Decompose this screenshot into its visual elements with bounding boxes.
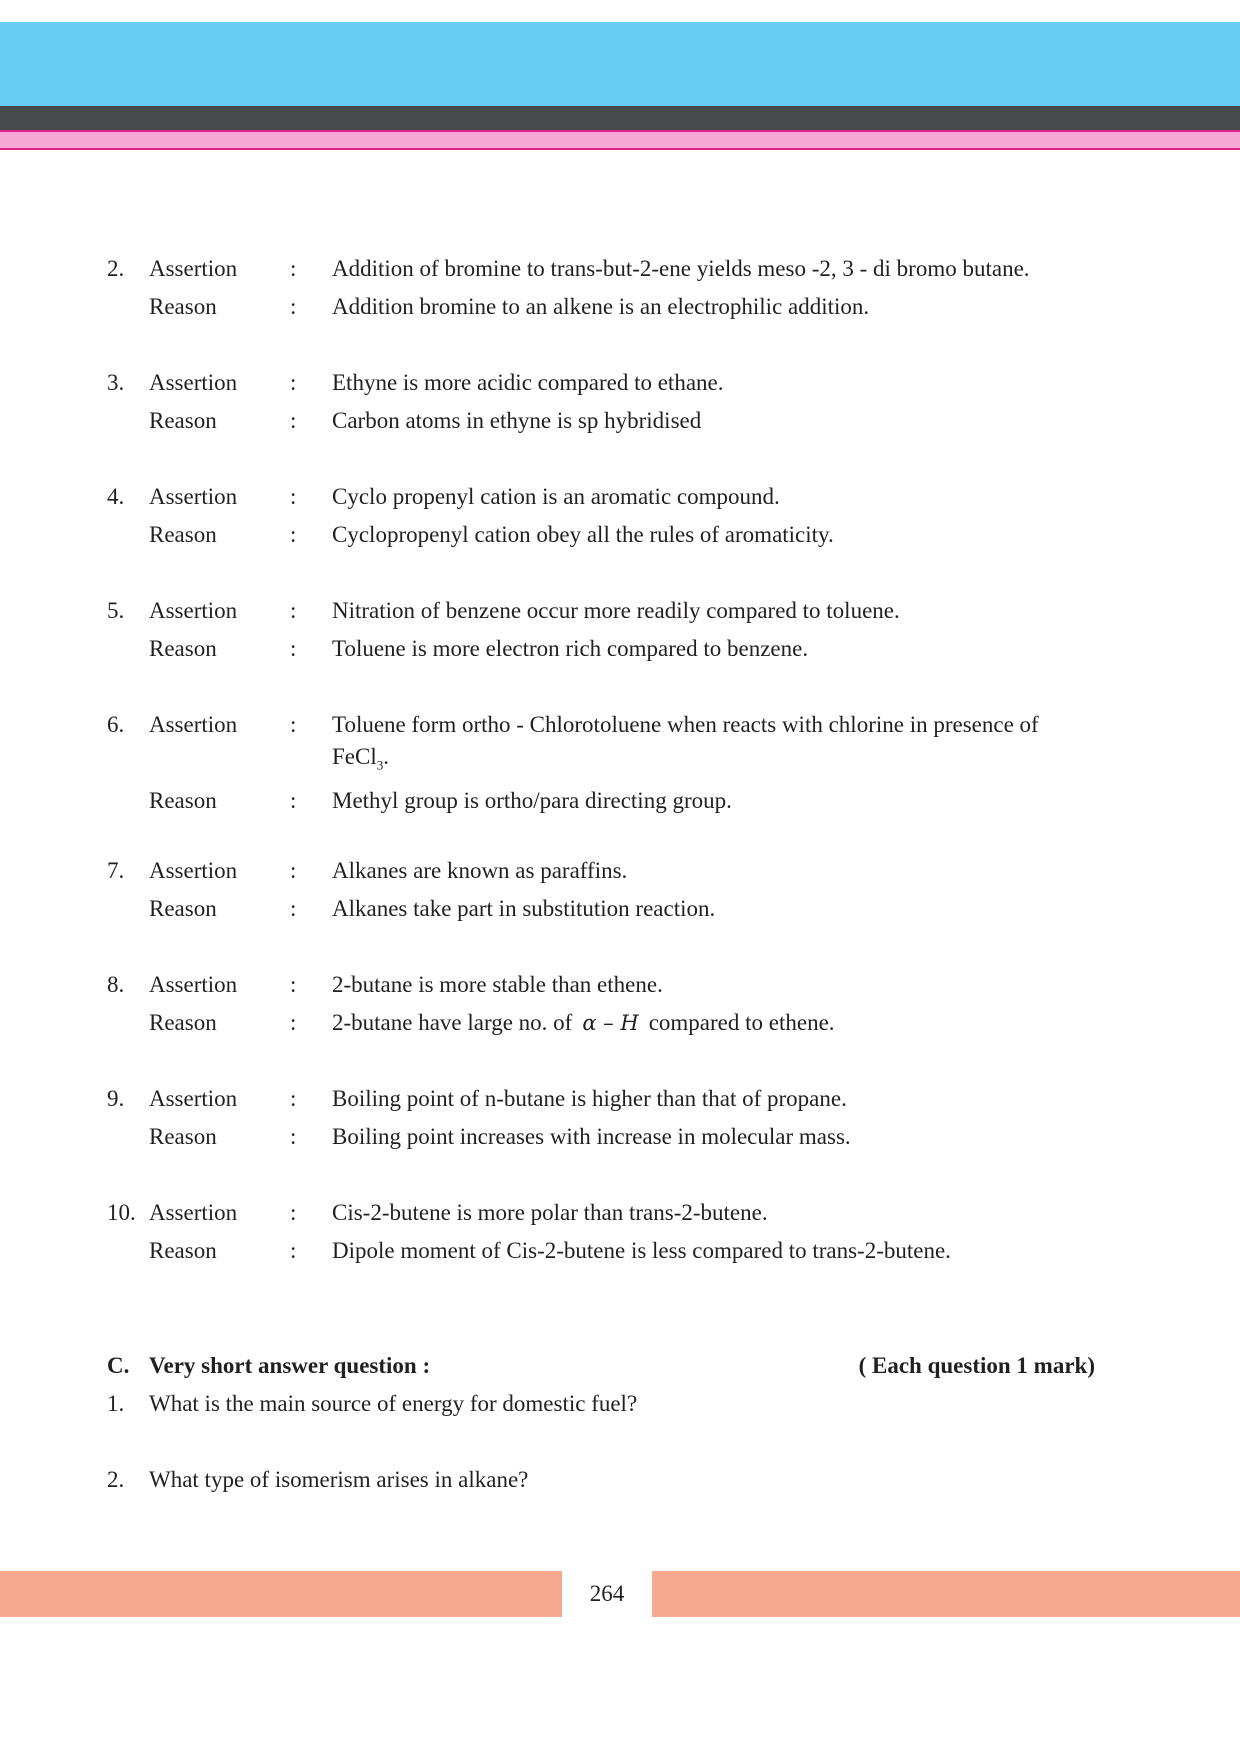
footer-bar-right: [652, 1571, 1240, 1617]
colon: :: [290, 1200, 297, 1225]
reason-row: [0, 782, 1240, 820]
assertion-text: Addition of bromine to trans-but-2-ene yields meso -2, 3 - di bromo butane.: [332, 256, 1030, 281]
assertion-label: Assertion: [149, 256, 238, 281]
question-number: 5.: [107, 598, 125, 623]
colon: :: [290, 858, 297, 883]
assertion-text: Nitration of benzene occur more readily compared to toluene.: [332, 598, 900, 623]
reason-row: [0, 516, 1240, 554]
question-7: [0, 852, 1240, 928]
formula-subscript: 3: [376, 757, 384, 773]
question-5: [0, 592, 1240, 668]
reason-text: Alkanes take part in substitution reaction.: [332, 896, 716, 921]
reason-label: Reason: [149, 1238, 217, 1263]
question-10: [0, 1194, 1240, 1270]
question-4: [0, 478, 1240, 554]
question-number: 4.: [107, 484, 125, 509]
section-marks: ( Each question 1 mark): [858, 1353, 1095, 1378]
assertion-text: Cyclo propenyl cation is an aromatic compound.: [332, 484, 780, 509]
colon: :: [290, 1238, 297, 1263]
reason-label: Reason: [149, 788, 217, 813]
reason-row: [0, 1232, 1240, 1270]
formula-end: .: [383, 744, 389, 769]
reason-row: [0, 890, 1240, 928]
reason-label: Reason: [149, 896, 217, 921]
question-number: 7.: [107, 858, 125, 883]
assertion-label: Assertion: [149, 1200, 238, 1225]
question-text: What type of isomerism arises in alkane?: [149, 1467, 529, 1492]
section-c-heading: [0, 1347, 1240, 1385]
reason-text-start: 2-butane have large no. of: [332, 1010, 573, 1035]
colon: :: [290, 522, 297, 547]
colon: :: [290, 712, 297, 737]
colon: :: [290, 294, 297, 319]
page-number: 264: [589, 1581, 625, 1606]
reason-label: Reason: [149, 522, 217, 547]
reason-text: Methyl group is ortho/para directing group.: [332, 788, 732, 813]
colon: :: [290, 1086, 297, 1111]
assertion-row: [0, 852, 1240, 890]
question-6: [0, 706, 1240, 820]
assertion-text: [332, 706, 1102, 782]
header-band-pink: [0, 130, 1240, 150]
reason-text: Carbon atoms in ethyne is sp hybridised: [332, 408, 702, 433]
assertion-row: [0, 592, 1240, 630]
reason-label: Reason: [149, 294, 217, 319]
colon: :: [290, 1010, 297, 1035]
assertion-text: Alkanes are known as paraffins.: [332, 858, 628, 883]
assertion-label: Assertion: [149, 484, 238, 509]
assertion-text: Boiling point of n-butane is higher than that of propane.: [332, 1086, 847, 1111]
reason-label: Reason: [149, 408, 217, 433]
assertion-label: Assertion: [149, 712, 238, 737]
colon: :: [290, 896, 297, 921]
reason-text: Cyclopropenyl cation obey all the rules of aromaticity.: [332, 522, 834, 547]
short-question-1: [0, 1385, 1240, 1423]
question-number: 9.: [107, 1086, 125, 1111]
section-letter: C.: [107, 1353, 130, 1378]
formula-main: FeCl: [332, 744, 377, 769]
reason-row: [0, 288, 1240, 326]
colon: :: [290, 408, 297, 433]
header-band-blue: [0, 22, 1240, 106]
assertion-label: Assertion: [149, 972, 238, 997]
colon: :: [290, 256, 297, 281]
assertion-text: 2-butane is more stable than ethene.: [332, 972, 663, 997]
reason-text: Boiling point increases with increase in molecular mass.: [332, 1124, 851, 1149]
reason-row: [0, 1118, 1240, 1156]
question-number: 2.: [107, 256, 125, 281]
assertion-label: Assertion: [149, 858, 238, 883]
assertion-row: [0, 250, 1240, 288]
assertion-row: [0, 1080, 1240, 1118]
reason-text-end: compared to ethene.: [648, 1010, 835, 1035]
assertion-text: Cis-2-butene is more polar than trans-2-butene.: [332, 1200, 768, 1225]
section-title: Very short answer question :: [149, 1353, 431, 1378]
colon: :: [290, 1124, 297, 1149]
reason-text: Dipole moment of Cis-2-butene is less compared to trans-2-butene.: [332, 1238, 951, 1263]
short-question-2: [0, 1461, 1240, 1499]
reason-row: [0, 630, 1240, 668]
reason-text: Toluene is more electron rich compared to benzene.: [332, 636, 809, 661]
question-8: [0, 966, 1240, 1042]
assertion-line-1: Toluene form ortho - Chlorotoluene when reacts with chlorine in presence of: [332, 712, 1039, 737]
question-number: 1.: [107, 1391, 125, 1416]
question-2: [0, 250, 1240, 326]
alpha-h-formula: α – H: [582, 1011, 639, 1035]
assertion-row: [0, 966, 1240, 1004]
question-number: 2.: [107, 1467, 125, 1492]
reason-label: Reason: [149, 636, 217, 661]
assertion-row: [0, 706, 1240, 782]
reason-label: Reason: [149, 1124, 217, 1149]
reason-row: [0, 1004, 1240, 1042]
question-number: 3.: [107, 370, 125, 395]
reason-label: Reason: [149, 1010, 217, 1035]
assertion-label: Assertion: [149, 598, 238, 623]
footer-bar-left: [0, 1571, 562, 1617]
question-number: 8.: [107, 972, 125, 997]
colon: :: [290, 636, 297, 661]
question-text: What is the main source of energy for domestic fuel?: [149, 1391, 638, 1416]
question-number: 6.: [107, 712, 125, 737]
assertion-row: [0, 478, 1240, 516]
colon: :: [290, 598, 297, 623]
assertion-label: Assertion: [149, 1086, 238, 1111]
reason-row: [0, 402, 1240, 440]
colon: :: [290, 972, 297, 997]
question-number: 10.: [107, 1200, 136, 1225]
question-9: [0, 1080, 1240, 1156]
question-3: [0, 364, 1240, 440]
assertion-row: [0, 364, 1240, 402]
colon: :: [290, 788, 297, 813]
colon: :: [290, 484, 297, 509]
assertion-text: Ethyne is more acidic compared to ethane.: [332, 370, 724, 395]
assertion-row: [0, 1194, 1240, 1232]
colon: :: [290, 370, 297, 395]
header-band-dark: [0, 106, 1240, 130]
reason-text: [332, 1004, 1102, 1039]
reason-text: Addition bromine to an alkene is an electrophilic addition.: [332, 294, 870, 319]
assertion-label: Assertion: [149, 370, 238, 395]
